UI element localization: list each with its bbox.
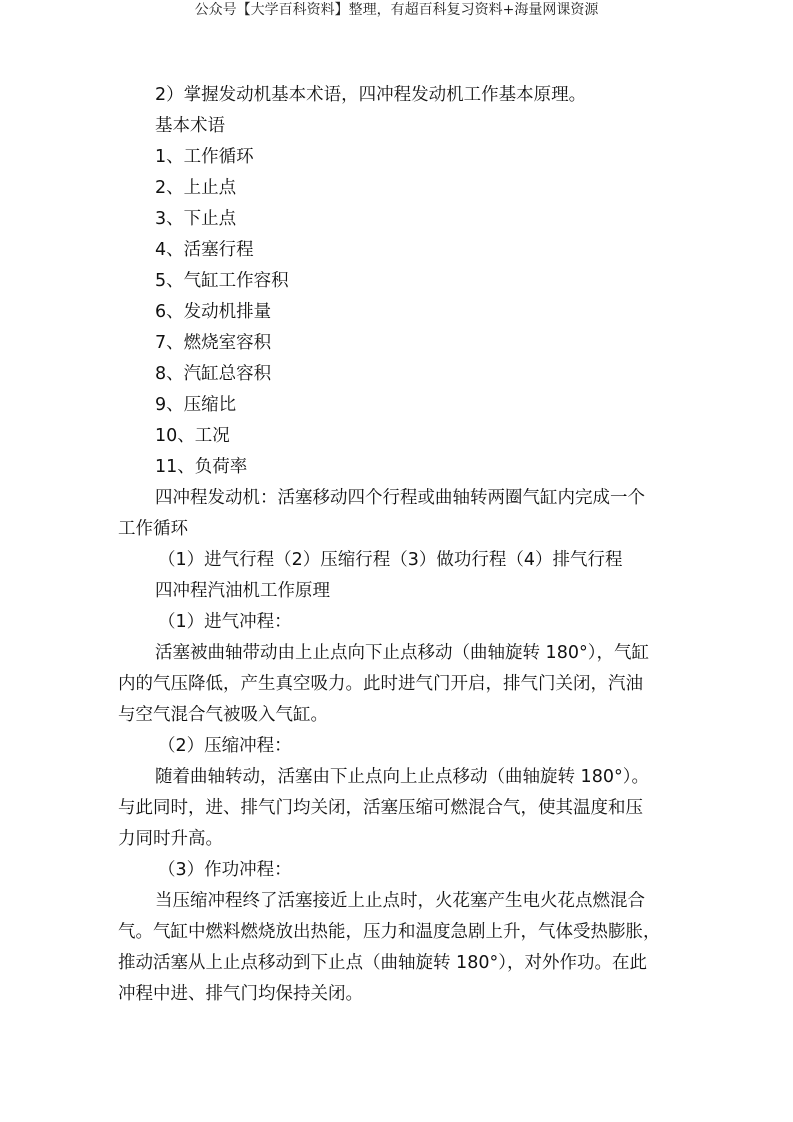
page-header-watermark: 公众号【大学百科资料】整理，有超百科复习资料+海量网课资源 bbox=[194, 2, 599, 18]
paragraph-line: 与此同时，进、排气门均关闭，活塞压缩可燃混合气，使其温度和压 bbox=[118, 798, 643, 818]
term-item: 10、工况 bbox=[155, 426, 230, 446]
term-item: 11、负荷率 bbox=[155, 457, 248, 477]
principle-heading: 四冲程汽油机工作原理 bbox=[155, 581, 330, 601]
compression-heading: （2）压缩冲程： bbox=[158, 736, 292, 756]
paragraph-line: 当压缩冲程终了活塞接近上止点时，火花塞产生电火花点燃混合 bbox=[155, 891, 645, 911]
term-item: 9、压缩比 bbox=[155, 395, 237, 415]
term-item: 8、汽缸总容积 bbox=[155, 364, 272, 384]
definition-line: 四冲程发动机：活塞移动四个行程或曲轴转两圈气缸内完成一个 bbox=[155, 488, 645, 508]
term-item: 5、气缸工作容积 bbox=[155, 271, 289, 291]
paragraph-line: 与空气混合气被吸入气缸。 bbox=[118, 705, 328, 725]
objective-line: 2）掌握发动机基本术语，四冲程发动机工作基本原理。 bbox=[155, 85, 587, 105]
term-item: 7、燃烧室容积 bbox=[155, 333, 272, 353]
term-item: 4、活塞行程 bbox=[155, 240, 254, 260]
intake-heading: （1）进气冲程： bbox=[158, 612, 292, 632]
term-item: 1、工作循环 bbox=[155, 147, 254, 167]
paragraph-line: 力同时升高。 bbox=[118, 829, 223, 849]
paragraph-line: 冲程中进、排气门均保持关闭。 bbox=[118, 984, 363, 1004]
term-item: 6、发动机排量 bbox=[155, 302, 272, 322]
strokes-line: （1）进气行程（2）压缩行程（3）做功行程（4）排气行程 bbox=[158, 550, 623, 570]
paragraph-line: 随着曲轴转动，活塞由下止点向上止点移动（曲轴旋转 180°）。 bbox=[155, 767, 649, 787]
document-body bbox=[118, 80, 678, 1010]
definition-line: 工作循环 bbox=[118, 519, 188, 539]
paragraph-line: 气。气缸中燃料燃烧放出热能，压力和温度急剧上升，气体受热膨胀， bbox=[118, 922, 661, 942]
power-heading: （3）作功冲程： bbox=[158, 860, 292, 880]
paragraph-line: 推动活塞从上止点移动到下止点（曲轴旋转 180°），对外作功。在此 bbox=[118, 953, 647, 973]
term-item: 2、上止点 bbox=[155, 178, 237, 198]
paragraph-line: 活塞被曲轴带动由上止点向下止点移动（曲轴旋转 180°），气缸 bbox=[155, 643, 649, 663]
term-item: 3、下止点 bbox=[155, 209, 237, 229]
terms-heading: 基本术语 bbox=[155, 116, 225, 136]
paragraph-line: 内的气压降低，产生真空吸力。此时进气门开启，排气门关闭，汽油 bbox=[118, 674, 643, 694]
